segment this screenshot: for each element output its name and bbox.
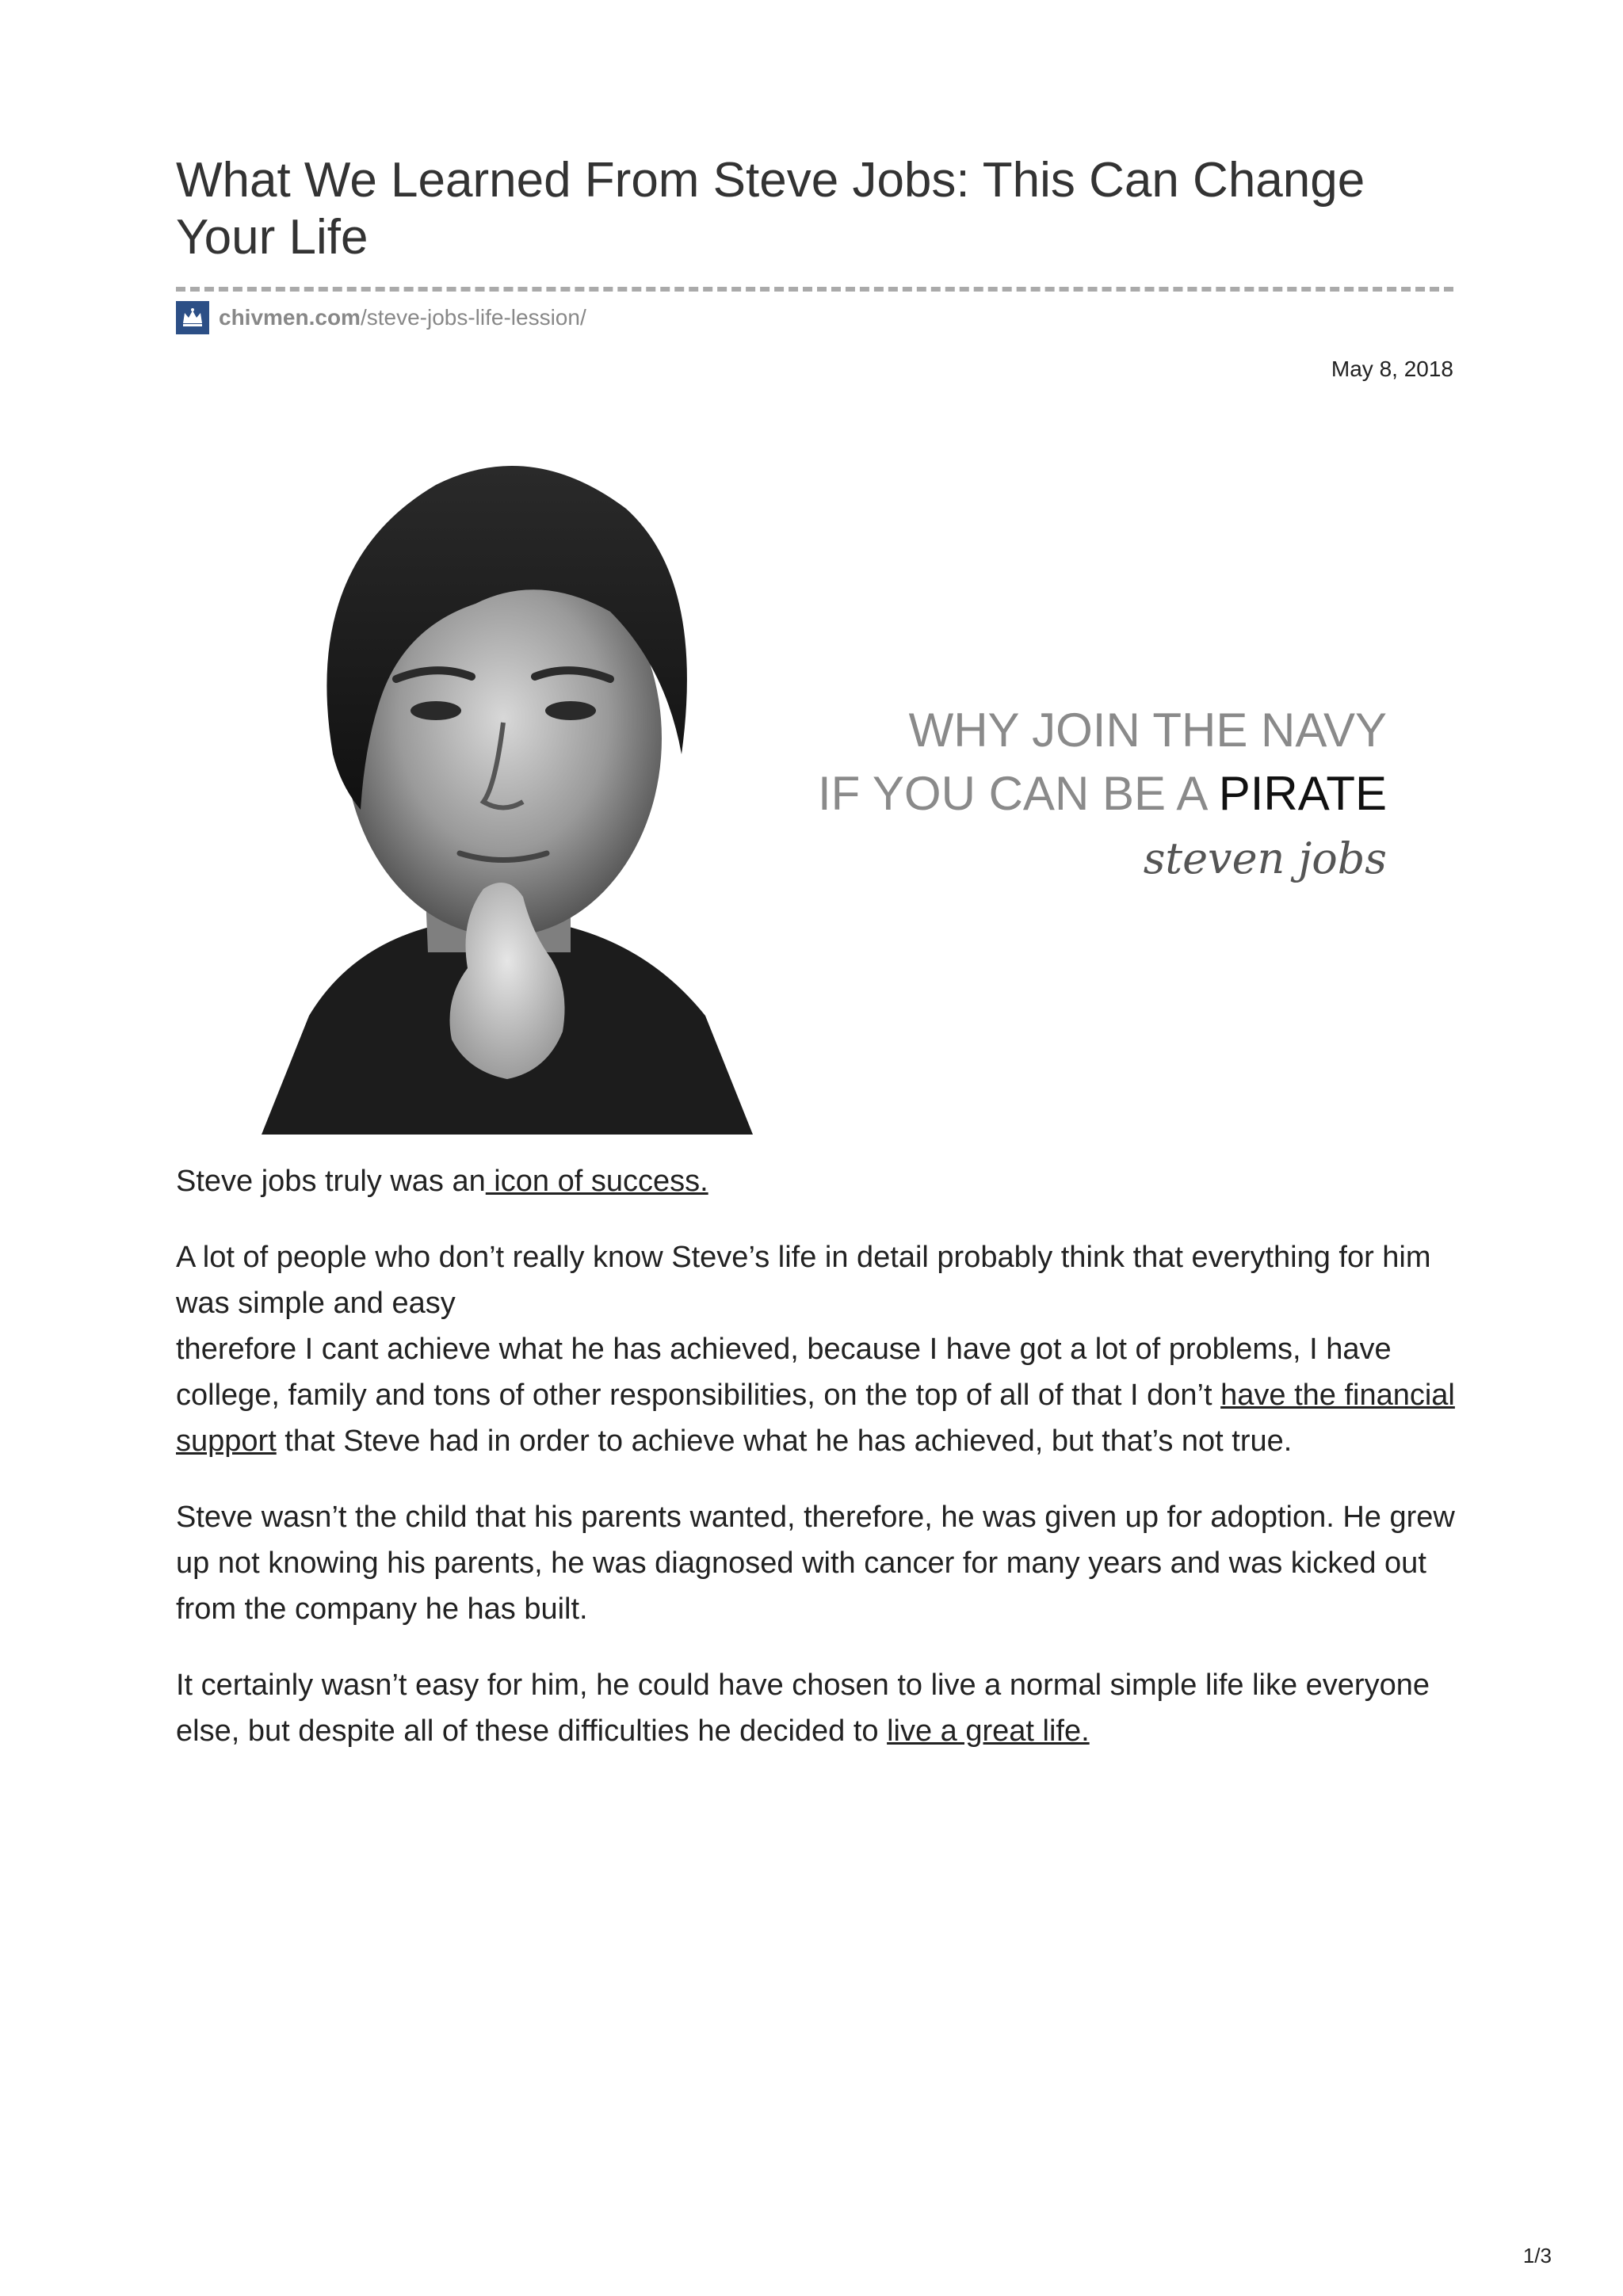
article-body (176, 1158, 1460, 1784)
paragraph-1 (176, 1158, 1460, 1204)
crown-icon (176, 301, 209, 334)
paragraph-2 (176, 1234, 1460, 1464)
quote-pirate-word: PIRATE (1218, 767, 1387, 820)
p2-line1: A lot of people who don’t really know Steve’s life in detail probably think that everything for him was simple and easy (176, 1241, 1431, 1320)
page-title: What We Learned From Steve Jobs: This Can Change Your Life (176, 153, 1365, 265)
source-line (176, 301, 586, 334)
source-domain-link[interactable]: chivmen.com (219, 305, 361, 330)
signature: steven jobs (1143, 833, 1387, 883)
financial-support-link[interactable]: have the financial support (176, 1379, 1455, 1458)
quote-line-2 (818, 767, 1387, 820)
hero-image (198, 414, 1387, 1135)
dashed-divider (176, 287, 1453, 292)
p1-text: Steve jobs truly was an (176, 1165, 486, 1198)
p2-text-a: therefore I cant achieve what he has achieved, because I have got a lot of problems, I have college, family and tons of other responsibilities, on the top of all of that I don’t (176, 1333, 1392, 1412)
live-a-great-life-link[interactable]: live a great life. (887, 1714, 1090, 1748)
publish-date: May 8, 2018 (1331, 357, 1453, 381)
p2-text-b: that Steve had in order to achieve what he has achieved, but that’s not true. (276, 1425, 1293, 1458)
quote-line-1: WHY JOIN THE NAVY (908, 704, 1387, 757)
icon-of-success-link[interactable]: icon of success. (485, 1165, 708, 1198)
quote-line-2-prefix: IF YOU CAN BE A (818, 767, 1219, 820)
portrait-quote-graphic (198, 414, 1387, 1135)
source-path-link[interactable]: /steve-jobs-life-lession/ (360, 305, 586, 330)
p4-text: It certainly wasn’t easy for him, he could have chosen to live a normal simple life like everyone else, but despite all of these difficulties he decided to (176, 1669, 1430, 1748)
paragraph-4 (176, 1662, 1460, 1754)
paragraph-3: Steve wasn’t the child that his parents wanted, therefore, he was given up for adoption. He grew up not knowing his parents, he was diagnosed with cancer for many years and was kicked out from the company he has built. (176, 1501, 1455, 1626)
page-number: 1/3 (1522, 2244, 1552, 2267)
